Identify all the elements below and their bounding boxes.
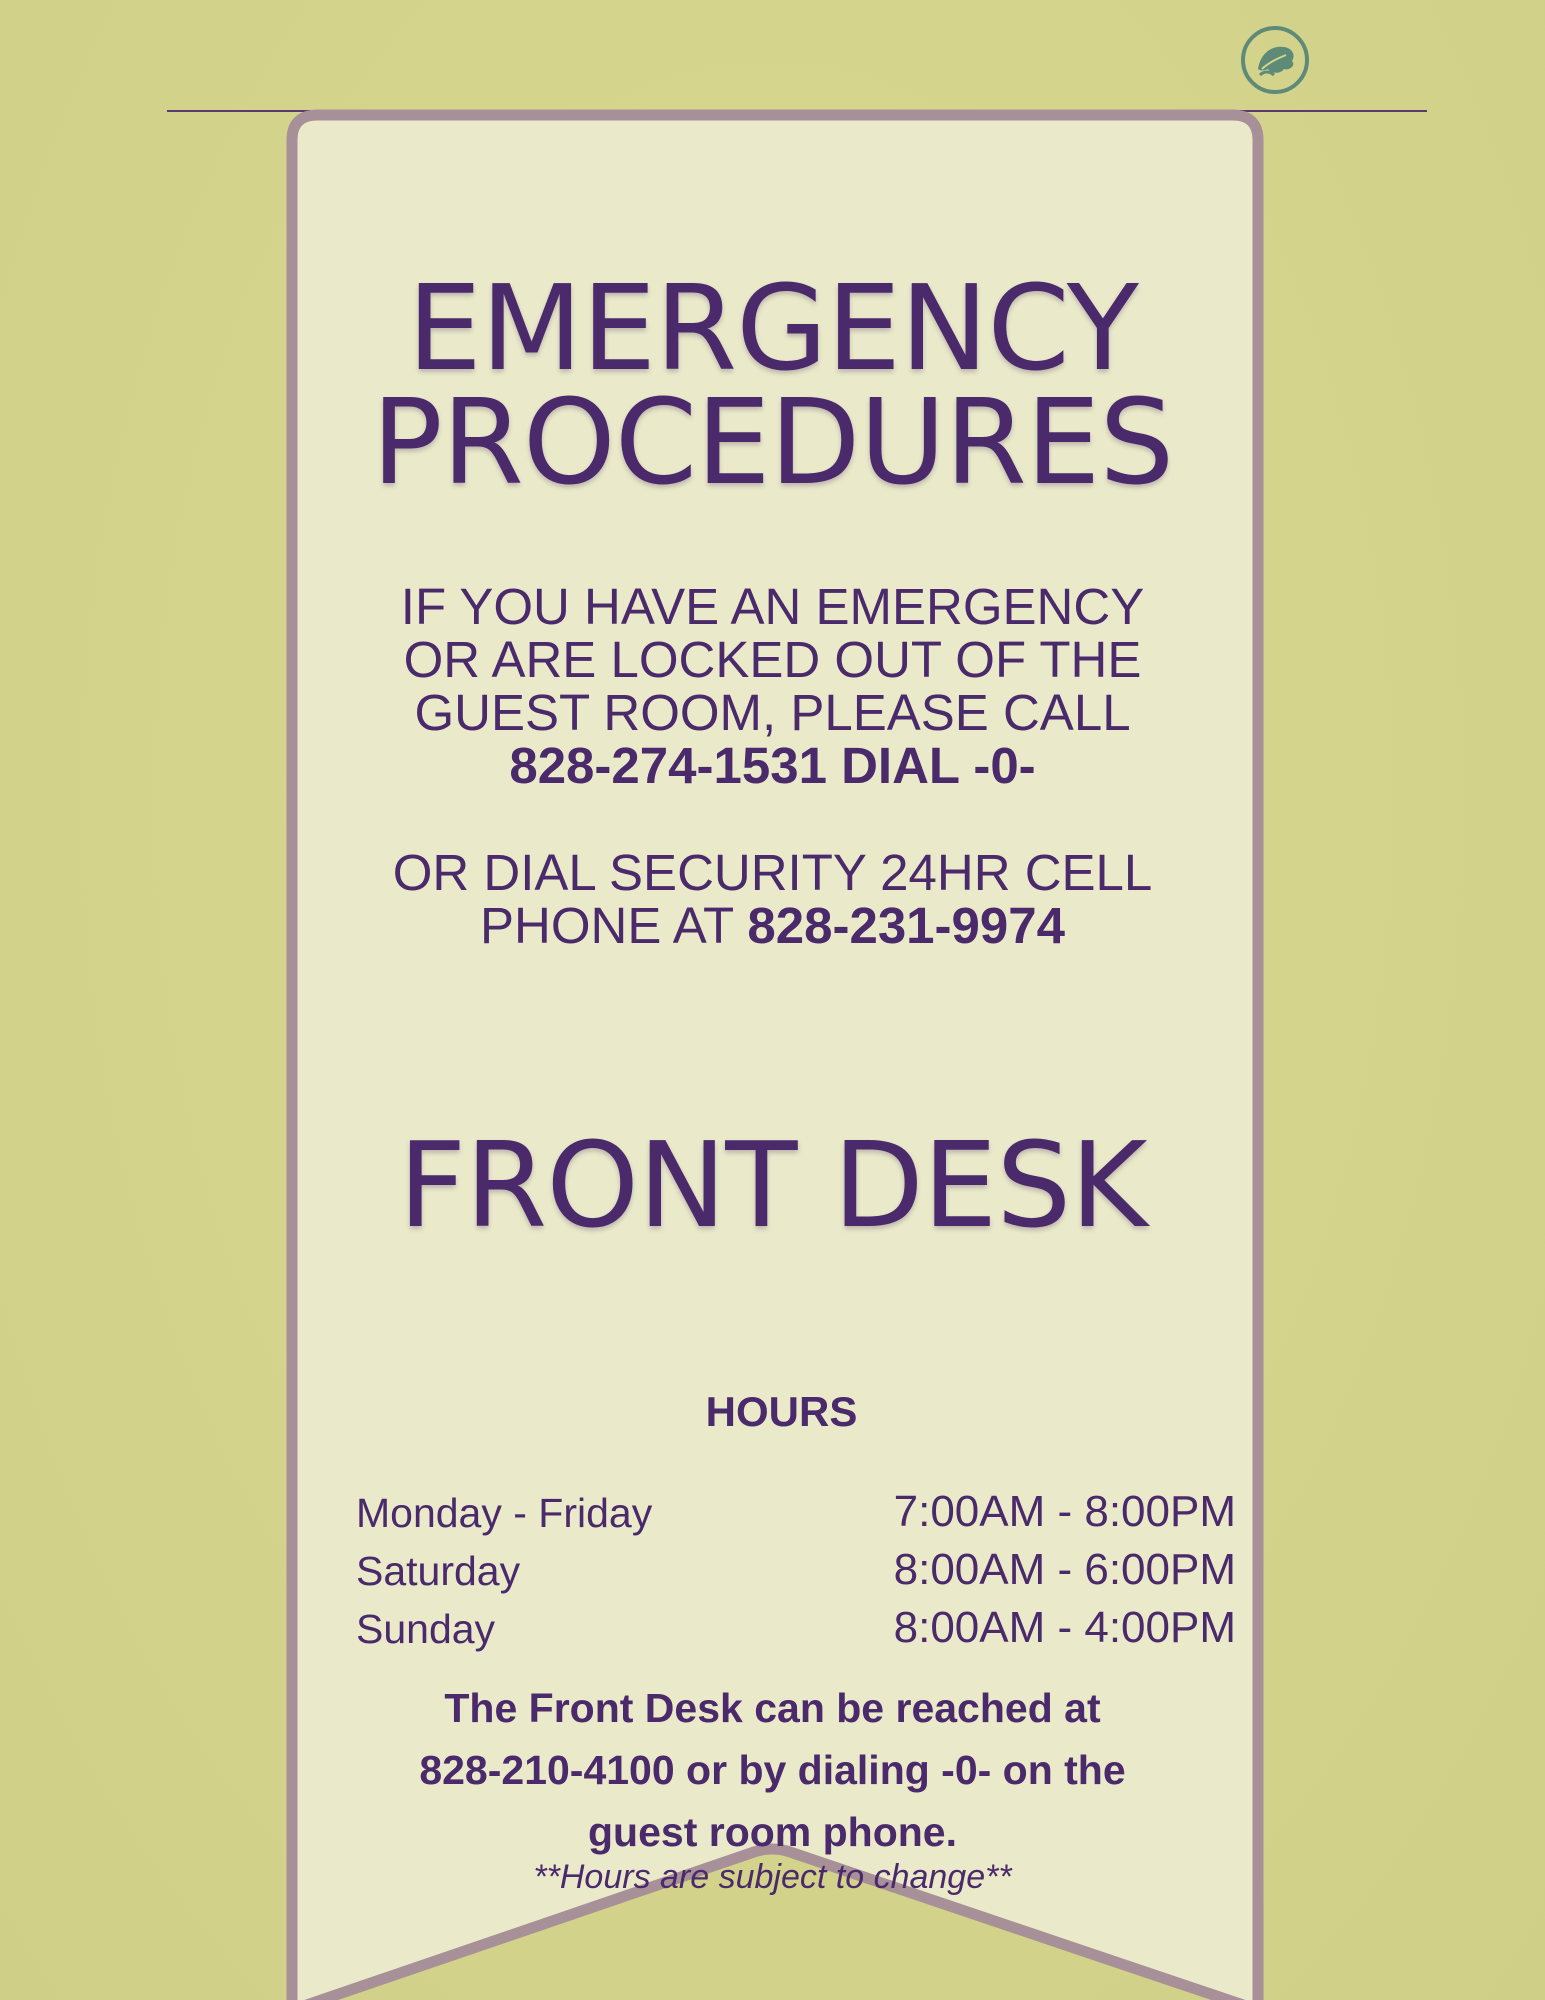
hours-time: 7:00AM - 8:00PM bbox=[893, 1487, 1236, 1536]
emergency-line1: IF YOU HAVE AN EMERGENCY bbox=[400, 578, 1145, 635]
front-desk-contact bbox=[320, 1677, 1225, 1863]
page-title-line1: EMERGENCY bbox=[407, 259, 1138, 397]
emergency-line2: OR ARE LOCKED OUT OF THE bbox=[403, 631, 1142, 688]
emergency-line3: GUEST ROOM, PLEASE CALL bbox=[414, 684, 1131, 741]
hours-day: Sunday bbox=[356, 1606, 496, 1652]
hours-day: Monday - Friday bbox=[356, 1490, 653, 1536]
security-phone: 828-231-9974 bbox=[747, 897, 1065, 954]
hours-time: 8:00AM - 4:00PM bbox=[893, 1603, 1236, 1652]
front-desk-title: FRONT DESK bbox=[398, 1116, 1147, 1254]
hours-disclaimer: **Hours are subject to change** bbox=[533, 1858, 1012, 1896]
hours-time: 8:00AM - 6:00PM bbox=[893, 1545, 1236, 1594]
security-line1: OR DIAL SECURITY 24HR CELL bbox=[392, 844, 1153, 901]
emergency-instructions bbox=[300, 580, 1245, 792]
security-prefix: PHONE AT bbox=[480, 897, 748, 954]
contact-line2: 828-210-4100 or by dialing -0- on the bbox=[419, 1747, 1126, 1793]
page-title-line2: PROCEDURES bbox=[371, 373, 1174, 511]
contact-line3: guest room phone. bbox=[588, 1809, 957, 1855]
security-instructions bbox=[300, 846, 1245, 952]
hours-label: HOURS bbox=[705, 1388, 858, 1435]
emergency-phone: 828-274-1531 DIAL -0- bbox=[509, 737, 1036, 794]
hours-day: Saturday bbox=[356, 1548, 521, 1594]
contact-line1: The Front Desk can be reached at bbox=[444, 1685, 1101, 1731]
